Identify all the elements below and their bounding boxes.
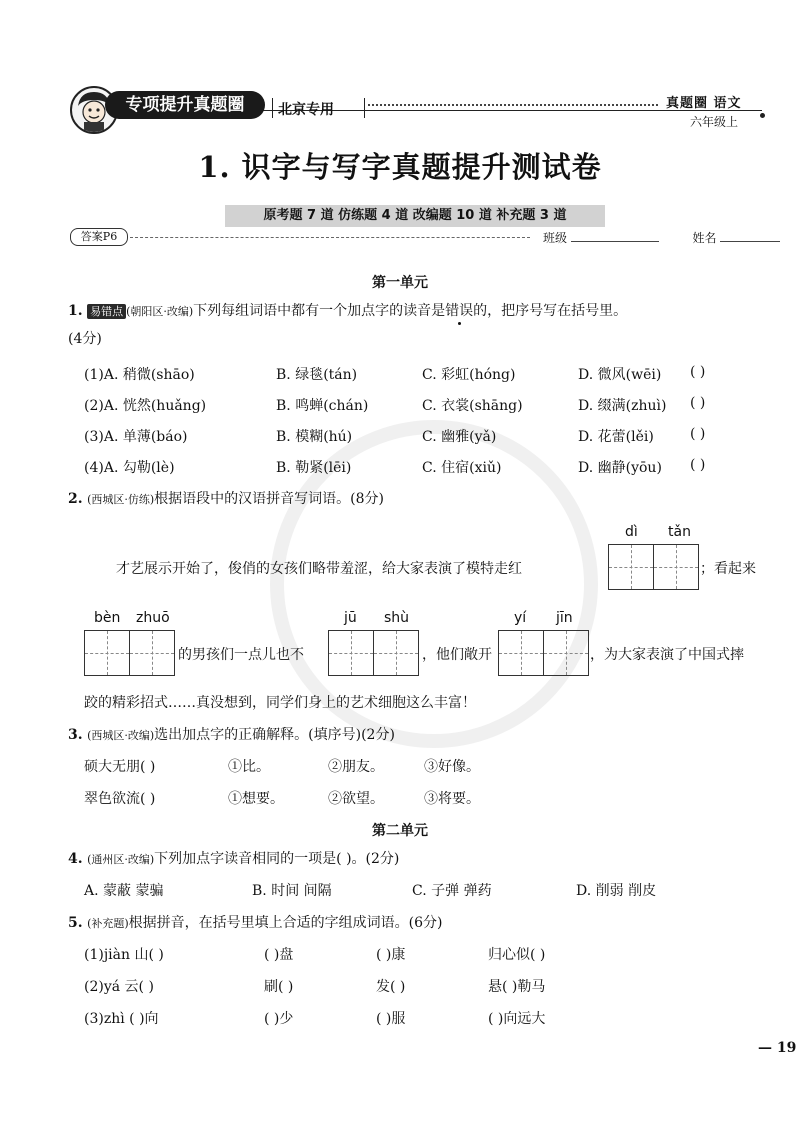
- name-field[interactable]: [720, 241, 780, 242]
- answer-paren[interactable]: ( ): [690, 364, 706, 380]
- divider: [364, 98, 365, 118]
- fill-blank-item[interactable]: ( )服: [376, 1011, 406, 1027]
- name-label: 姓名: [692, 231, 717, 245]
- pinyin-option: (3)A. 单薄(báo): [84, 429, 188, 445]
- passage-text: 跤的精彩招式……真没想到，同学们身上的艺术细胞这么丰富！: [84, 695, 476, 711]
- writing-grid[interactable]: [84, 630, 175, 676]
- fill-blank-item[interactable]: (2)yá 云( ): [84, 979, 154, 995]
- pinyin-option: B. 鸣蝉(chán): [276, 398, 369, 414]
- question-text: 的，把序号写在括号里。: [473, 303, 628, 319]
- option: ①比。: [228, 759, 270, 775]
- question-source: (通州区·改编): [87, 853, 155, 866]
- question-number: 1.: [68, 303, 83, 319]
- question-3: [68, 724, 395, 744]
- unit-heading: 第二单元: [372, 823, 428, 839]
- question-stats: 原考题 7 道 仿练题 4 道 改编题 10 道 补充题 3 道: [225, 205, 605, 227]
- fill-blank-item[interactable]: ( )盘: [264, 947, 294, 963]
- option: B. 时间 间隔: [252, 883, 332, 899]
- pinyin-option: B. 绿毯(tán): [276, 367, 358, 383]
- pinyin-option: C. 住宿(xiǔ): [422, 460, 502, 476]
- region-label: 北京专用: [278, 102, 334, 118]
- pinyin-option: D. 幽静(yōu): [578, 460, 662, 476]
- option: ①想要。: [228, 791, 284, 807]
- question-number: 2.: [68, 491, 83, 507]
- pinyin-option: D. 花蕾(lěi): [578, 429, 654, 445]
- answer-paren[interactable]: ( ): [690, 395, 706, 411]
- question-source: (西城区·仿练): [87, 493, 155, 506]
- pinyin-label: bèn: [94, 610, 121, 626]
- question-text: 下列加点字读音相同的一项是( )。(2分): [154, 851, 400, 867]
- pinyin-option: B. 模糊(hú): [276, 429, 353, 445]
- passage-text: ，他们敞开: [422, 647, 492, 663]
- idiom-item: 硕大无朋( ): [84, 759, 156, 775]
- pinyin-label: jīn: [556, 610, 573, 626]
- series-label: 真题圈 语文: [666, 96, 742, 111]
- option: D. 削弱 削皮: [576, 883, 657, 899]
- pinyin-option: (4)A. 勾勒(lè): [84, 460, 175, 476]
- passage-text: 的男孩们一点儿也不: [178, 647, 304, 663]
- passage-text: 才艺展示开始了，俊俏的女孩们略带羞涩，给大家表演了模特走红: [116, 561, 522, 577]
- pinyin-label: yí: [514, 610, 527, 626]
- question-number: 4.: [68, 851, 83, 867]
- answer-paren[interactable]: ( ): [690, 426, 706, 442]
- fill-blank-item[interactable]: 悬( )勒马: [488, 979, 546, 995]
- pinyin-option: D. 缀满(zhuì): [578, 398, 667, 414]
- question-number: 3.: [68, 727, 83, 743]
- idiom-item: 翠色欲流( ): [84, 791, 156, 807]
- passage-text: ；看起来: [700, 561, 756, 577]
- pinyin-option: D. 微风(wēi): [578, 367, 662, 383]
- banner-title: 专项提升真题圈: [105, 91, 265, 119]
- grade-label: 六年级上: [690, 115, 739, 129]
- writing-grid[interactable]: [328, 630, 419, 676]
- answer-paren[interactable]: ( ): [690, 457, 706, 473]
- question-text: 选出加点字的正确解释。(填序号)(2分): [154, 727, 395, 743]
- question-number: 5.: [68, 915, 83, 931]
- question-2: [68, 488, 384, 508]
- pinyin-option: B. 勒紧(lēi): [276, 460, 352, 476]
- fill-blank-item[interactable]: (3)zhì ( )向: [84, 1011, 159, 1027]
- dotted-rule: [368, 104, 658, 106]
- question-1: [68, 300, 627, 320]
- pinyin-label: dì: [625, 524, 638, 540]
- option: ③好像。: [424, 759, 480, 775]
- pinyin-option: C. 衣裳(shāng): [422, 398, 523, 414]
- fill-blank-item[interactable]: (1)jiàn 山( ): [84, 947, 164, 963]
- class-label: 班级: [543, 231, 568, 245]
- fill-blank-item[interactable]: 归心似( ): [488, 947, 546, 963]
- question-score: (4分): [68, 331, 102, 347]
- pinyin-label: tǎn: [668, 524, 691, 540]
- question-4: [68, 848, 399, 868]
- page-title: 1. 识字与写字真题提升测试卷: [198, 150, 602, 184]
- pinyin-label: zhuō: [136, 610, 170, 626]
- pinyin-option: (1)A. 稍微(shāo): [84, 367, 195, 383]
- option: ②欲望。: [328, 791, 384, 807]
- fill-blank-item[interactable]: ( )向远大: [488, 1011, 546, 1027]
- emphasis-text: 错误: [445, 300, 473, 320]
- fill-blank-item[interactable]: 刷( ): [264, 979, 294, 995]
- question-text: 根据语段中的汉语拼音写词语。(8分): [154, 491, 385, 507]
- bullet-dot: [760, 113, 765, 118]
- question-5: [68, 912, 443, 932]
- writing-grid[interactable]: [498, 630, 589, 676]
- question-text: 根据拼音，在括号里填上合适的字组成词语。(6分): [128, 915, 443, 931]
- option: A. 蒙蔽 蒙骗: [84, 883, 164, 899]
- class-name-fields: [543, 229, 780, 246]
- question-text: 下列每组词语中都有一个加点字的读音是: [193, 303, 446, 319]
- error-prone-tag: 易错点: [87, 304, 126, 319]
- unit-heading: 第一单元: [372, 275, 428, 291]
- question-source: (朝阳区·改编): [126, 305, 194, 318]
- pinyin-label: shù: [384, 610, 410, 626]
- answer-reference: 答案P6: [70, 228, 128, 246]
- question-source: (西城区·改编): [87, 729, 155, 742]
- option: C. 子弹 弹药: [412, 883, 492, 899]
- question-source: (补充题): [87, 917, 129, 930]
- fill-blank-item[interactable]: ( )康: [376, 947, 406, 963]
- class-field[interactable]: [571, 241, 659, 242]
- fill-blank-item[interactable]: 发( ): [376, 979, 406, 995]
- dashed-rule: [130, 237, 530, 238]
- pinyin-label: jū: [344, 610, 357, 626]
- option: ③将要。: [424, 791, 480, 807]
- passage-text: ，为大家表演了中国式摔: [590, 647, 744, 663]
- fill-blank-item[interactable]: ( )少: [264, 1011, 294, 1027]
- pinyin-option: C. 幽雅(yǎ): [422, 429, 497, 445]
- page-number: — 19: [758, 1040, 797, 1056]
- pinyin-option: C. 彩虹(hóng): [422, 367, 516, 383]
- writing-grid[interactable]: [608, 544, 699, 590]
- divider: [272, 98, 273, 118]
- pinyin-option: (2)A. 恍然(huǎng): [84, 398, 207, 414]
- option: ②朋友。: [328, 759, 384, 775]
